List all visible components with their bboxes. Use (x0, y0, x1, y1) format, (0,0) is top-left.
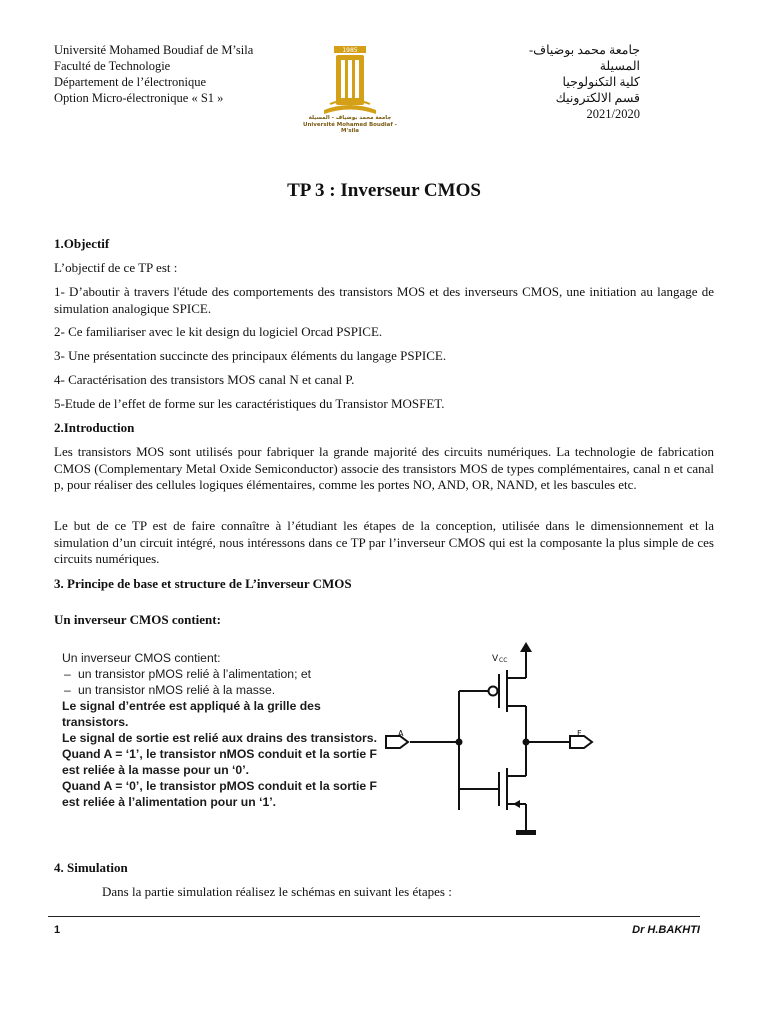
academic-year: 2021/2020 (586, 107, 640, 121)
output-junction-icon (523, 739, 530, 746)
header-right (520, 42, 640, 122)
simulation-text: Dans la partie simulation réalisez le schémas en suivant les étapes : (102, 884, 452, 899)
figure-line: Quand A = ‘1’, le transistor nMOS conduit et la sortie F est reliée à la masse pour un ‘0’. (62, 747, 378, 777)
vcc-label: V (492, 654, 499, 664)
logo-caption (297, 115, 403, 135)
university-name-arabic: جامعة محمد بوضياف- المسيلة (528, 43, 640, 73)
logo-year: 1985 (342, 47, 358, 54)
footer-divider (48, 916, 700, 917)
input-label: A (398, 729, 404, 738)
figure-line: Quand A = ‘0’, le transistor pMOS conduit et la sortie F est reliée à l’alimentation pour un ‘1’. (62, 779, 378, 809)
figure-bullet: – un transistor nMOS relié à la masse. (62, 682, 382, 698)
introduction-paragraph-1: Les transistors MOS sont utilisés pour fabriquer la grande majorité des circuits numériques. La technologie de fabrication CMOS (Complementary Metal Oxide Semiconductor) associe des transistors MOS de types complémentaires, canal n et canal p, pour réaliser des cellules logiques élémentaires, comme les portes NO, AND, OR, NAND, et les bascules etc. (54, 444, 714, 492)
university-name: Université Mohamed Boudiaf de M’sila (54, 43, 254, 57)
vcc-subscript: CC (499, 657, 508, 664)
input-port-icon (386, 736, 408, 748)
objectif-intro: L’objectif de ce TP est : (54, 260, 178, 275)
section-objectif-heading: 1.Objectif (54, 236, 110, 251)
objectif-item: 5-Etude de l’effet de forme sur les caractéristiques du Transistor MOSFET. (54, 396, 445, 411)
objectif-item: 1- D’aboutir à travers l'étude des comportements des transistors MOS et des inverseurs CMOS, une initiation au langage de simulation analogique SPICE. (54, 284, 714, 316)
objectif-item: 4- Caractérisation des transistors MOS canal N et canal P. (54, 372, 355, 387)
pmos-gate-bubble-icon (489, 687, 498, 696)
section-simulation-heading: 4. Simulation (54, 860, 128, 875)
header-left (54, 42, 253, 106)
figure-title: Un inverseur CMOS contient: (62, 651, 221, 665)
ground-icon (516, 830, 536, 835)
figure-line: Le signal d’entrée est appliqué à la grille des transistors. (62, 699, 321, 729)
figure-text (62, 650, 382, 810)
section-principe-heading: 3. Principe de base et structure de L’inverseur CMOS (54, 576, 352, 591)
option-name: Option Micro-électronique « S1 » (54, 91, 224, 105)
faculty-name-arabic: كلية التكنولوجيا (562, 75, 640, 89)
output-label: F (577, 729, 582, 738)
section-principe-subheading: Un inverseur CMOS contient: (54, 612, 221, 627)
author-name: Dr H.BAKHTI (632, 924, 700, 936)
introduction-paragraph-2: Le but de ce TP est de faire connaître à l’étudiant les étapes de la conception, utilisée dans le dimensionnement et la simulation d’un circuit intégré, nous intéressons dans ce TP par l’inverseur CMOS qui est la composante la plus simple de ces circuits numériques. (54, 518, 714, 566)
figure-line: Le signal de sortie est relié aux drains des transistors. (62, 731, 377, 745)
department-name-arabic: قسم الالكترونيك (555, 91, 640, 105)
section-introduction-heading: 2.Introduction (54, 420, 135, 435)
vcc-arrow-icon (520, 642, 532, 652)
cmos-inverter-circuit (380, 640, 610, 845)
objectif-item: 3- Une présentation succincte des principaux éléments du langage PSPICE. (54, 348, 447, 363)
page-number: 1 (54, 924, 61, 936)
nmos-arrow-icon (513, 800, 520, 808)
figure-bullet: – un transistor pMOS relié à l’alimentation; et (62, 666, 382, 682)
department-name: Département de l’électronique (54, 75, 207, 89)
logo-name-arabic: جامعة محمد بوضياف - المسيلة (308, 115, 392, 121)
faculty-name: Faculté de Technologie (54, 59, 171, 73)
input-junction-icon (456, 739, 463, 746)
page-title: TP 3 : Inverseur CMOS (287, 180, 481, 201)
objectif-item: 2- Ce familiariser avec le kit design du logiciel Orcad PSPICE. (54, 324, 383, 339)
logo-name-french: Université Mohamed Boudiaf - M'sila (303, 121, 397, 134)
